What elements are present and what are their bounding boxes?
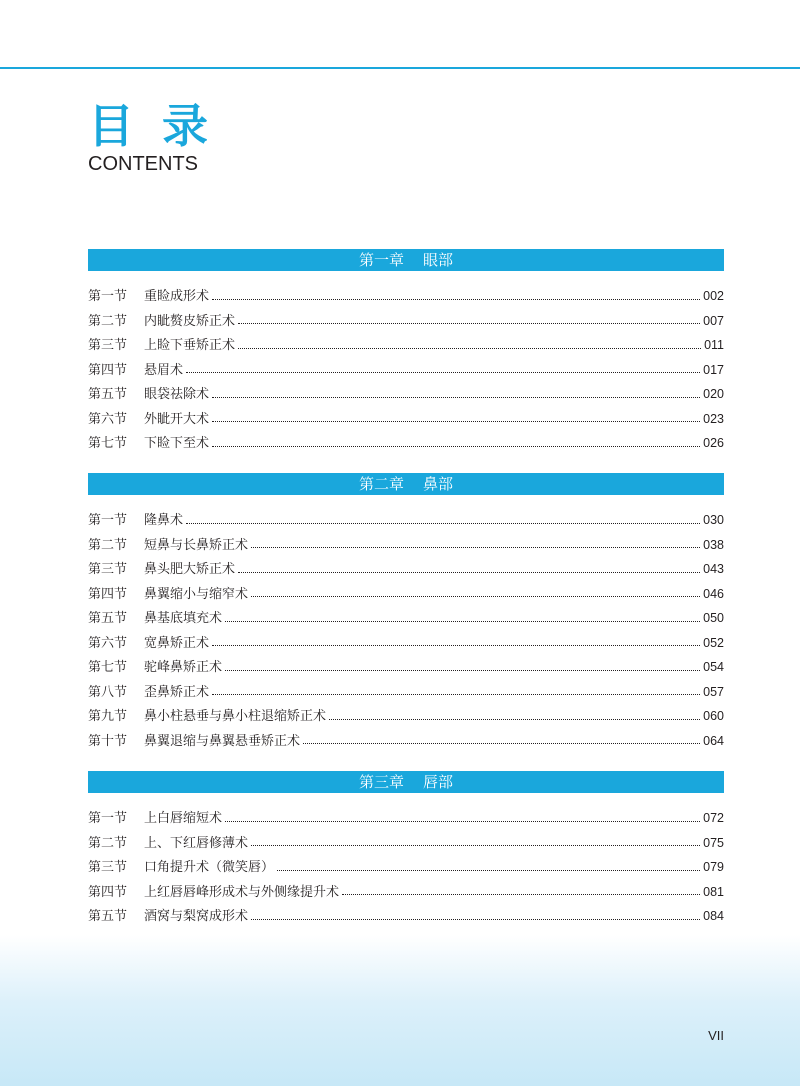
toc-entry[interactable] xyxy=(88,631,724,656)
section-title: 鼻基底填充术 xyxy=(144,611,223,626)
chapter-block xyxy=(88,249,724,456)
section-list xyxy=(88,508,724,753)
section-number: 第三节 xyxy=(88,562,128,577)
section-title: 悬眉术 xyxy=(144,362,184,378)
section-list xyxy=(88,806,724,929)
chapter-block xyxy=(88,771,724,929)
section-number: 第二节 xyxy=(88,835,128,851)
toc-entry[interactable] xyxy=(88,557,724,582)
section-title: 鼻小柱悬垂与鼻小柱退缩矫正术 xyxy=(144,709,327,724)
section-title: 下睑下至术 xyxy=(144,436,210,451)
section-title: 宽鼻矫正术 xyxy=(144,635,210,651)
section-number: 第五节 xyxy=(88,387,128,402)
section-page-number: 011 xyxy=(704,338,724,352)
section-number: 第三节 xyxy=(88,338,128,353)
chapter-block xyxy=(88,473,724,753)
section-number: 第五节 xyxy=(88,909,128,924)
dot-leader xyxy=(212,694,700,695)
section-number: 第八节 xyxy=(88,684,128,700)
section-number: 第十节 xyxy=(88,733,128,749)
section-page-number: 079 xyxy=(703,860,724,874)
section-page-number: 072 xyxy=(703,811,724,825)
dot-leader xyxy=(342,894,700,895)
section-title: 内眦赘皮矫正术 xyxy=(144,313,236,329)
toc-entry[interactable] xyxy=(88,533,724,558)
section-number: 第六节 xyxy=(88,411,128,427)
dot-leader xyxy=(225,670,700,671)
dot-leader xyxy=(238,572,700,573)
dot-leader xyxy=(212,645,700,646)
section-number: 第七节 xyxy=(88,660,128,675)
section-title: 上、下红唇修薄术 xyxy=(144,835,249,851)
toc-entry[interactable] xyxy=(88,855,724,880)
toc-entry[interactable] xyxy=(88,508,724,533)
section-page-number: 054 xyxy=(703,660,724,674)
section-page-number: 002 xyxy=(703,289,724,303)
page-title: 目 录 xyxy=(88,99,215,153)
section-page-number: 075 xyxy=(703,835,724,850)
section-page-number: 050 xyxy=(703,611,724,625)
dot-leader xyxy=(251,547,700,548)
section-number: 第六节 xyxy=(88,635,128,651)
section-title: 眼袋祛除术 xyxy=(144,387,210,402)
section-page-number: 064 xyxy=(703,733,724,748)
dot-leader xyxy=(212,421,700,422)
dot-leader xyxy=(238,348,701,349)
section-number: 第九节 xyxy=(88,709,128,724)
section-page-number: 017 xyxy=(703,362,724,377)
dot-leader xyxy=(329,719,700,720)
toc-entry[interactable] xyxy=(88,904,724,929)
section-title: 驼峰鼻矫正术 xyxy=(144,660,223,675)
dot-leader xyxy=(225,821,700,822)
section-page-number: 020 xyxy=(703,387,724,401)
toc-entry[interactable] xyxy=(88,382,724,407)
toc-entry[interactable] xyxy=(88,582,724,607)
dot-leader xyxy=(251,919,700,920)
dot-leader xyxy=(186,372,700,373)
section-title: 隆鼻术 xyxy=(144,513,184,528)
section-title: 鼻翼退缩与鼻翼悬垂矫正术 xyxy=(144,733,301,749)
dot-leader xyxy=(212,446,700,447)
section-number: 第三节 xyxy=(88,860,128,875)
toc-entry[interactable] xyxy=(88,358,724,383)
section-title: 上白唇缩短术 xyxy=(144,811,223,826)
section-page-number: 081 xyxy=(703,884,724,899)
section-page-number: 060 xyxy=(703,709,724,723)
section-page-number: 084 xyxy=(703,909,724,923)
section-number: 第一节 xyxy=(88,513,128,528)
dot-leader xyxy=(212,299,700,300)
toc-entry[interactable] xyxy=(88,333,724,358)
toc-entry[interactable] xyxy=(88,680,724,705)
section-page-number: 007 xyxy=(703,313,724,328)
section-number: 第二节 xyxy=(88,313,128,329)
section-page-number: 046 xyxy=(703,586,724,601)
section-page-number: 038 xyxy=(703,537,724,552)
section-title: 外眦开大术 xyxy=(144,411,210,427)
section-page-number: 057 xyxy=(703,684,724,699)
toc-entry[interactable] xyxy=(88,831,724,856)
section-number: 第一节 xyxy=(88,289,128,304)
dot-leader xyxy=(251,845,700,846)
section-title: 短鼻与长鼻矫正术 xyxy=(144,537,249,553)
section-title: 重睑成形术 xyxy=(144,289,210,304)
section-title: 上红唇唇峰形成术与外侧缘提升术 xyxy=(144,884,340,900)
chapter-heading: 第三章 唇部 xyxy=(88,771,724,793)
section-number: 第五节 xyxy=(88,611,128,626)
toc-entry[interactable] xyxy=(88,309,724,334)
toc-entry[interactable] xyxy=(88,704,724,729)
page-subtitle: CONTENTS xyxy=(88,153,198,175)
section-title: 鼻翼缩小与缩窄术 xyxy=(144,586,249,602)
page-number: VII xyxy=(708,1028,724,1043)
section-title: 酒窝与梨窝成形术 xyxy=(144,909,249,924)
section-number: 第四节 xyxy=(88,586,128,602)
section-title: 上睑下垂矫正术 xyxy=(144,338,236,353)
toc-entry[interactable] xyxy=(88,806,724,831)
toc-entry[interactable] xyxy=(88,407,724,432)
dot-leader xyxy=(238,323,700,324)
section-page-number: 030 xyxy=(703,513,724,527)
toc-entry[interactable] xyxy=(88,431,724,456)
section-page-number: 052 xyxy=(703,635,724,650)
section-title: 口角提升术（微笑唇） xyxy=(144,860,275,875)
section-list xyxy=(88,284,724,456)
toc-entry[interactable] xyxy=(88,655,724,680)
section-number: 第四节 xyxy=(88,884,128,900)
toc-entry[interactable] xyxy=(88,284,724,309)
dot-leader xyxy=(225,621,700,622)
section-page-number: 023 xyxy=(703,411,724,426)
dot-leader xyxy=(277,870,700,871)
bottom-gradient-band xyxy=(0,935,800,1086)
section-number: 第七节 xyxy=(88,436,128,451)
section-number: 第一节 xyxy=(88,811,128,826)
section-page-number: 043 xyxy=(703,562,724,576)
section-number: 第四节 xyxy=(88,362,128,378)
dot-leader xyxy=(303,743,700,744)
chapter-heading: 第二章 鼻部 xyxy=(88,473,724,495)
section-title: 鼻头肥大矫正术 xyxy=(144,562,236,577)
dot-leader xyxy=(251,596,700,597)
dot-leader xyxy=(212,397,700,398)
toc-entry[interactable] xyxy=(88,880,724,905)
section-title: 歪鼻矫正术 xyxy=(144,684,210,700)
toc-entry[interactable] xyxy=(88,729,724,754)
section-number: 第二节 xyxy=(88,537,128,553)
top-rule xyxy=(0,67,800,69)
dot-leader xyxy=(186,523,700,524)
chapter-heading: 第一章 眼部 xyxy=(88,249,724,271)
section-page-number: 026 xyxy=(703,436,724,450)
toc-entry[interactable] xyxy=(88,606,724,631)
